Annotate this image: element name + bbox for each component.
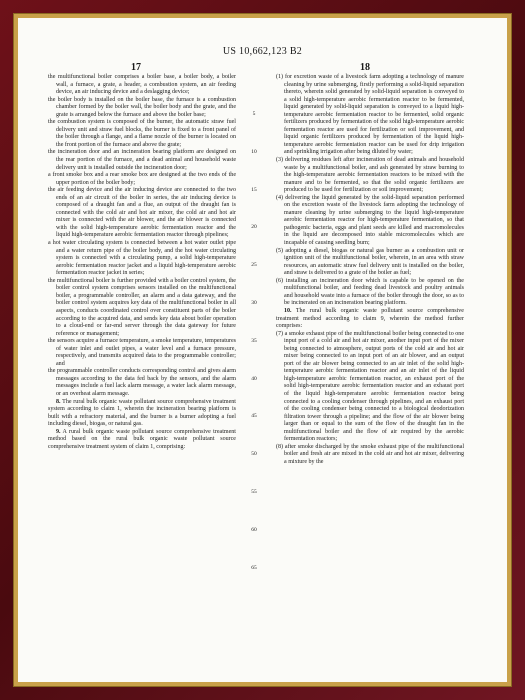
line-number: 20 xyxy=(251,224,257,231)
right-column-paragraph: 10. The rural bulk organic waste pollutant source comprehensive treatment method according to claim 9, wherein the method further comprises: xyxy=(276,307,464,330)
right-column-number: 18 xyxy=(360,62,370,73)
line-number: 40 xyxy=(251,375,257,382)
line-number: 35 xyxy=(251,337,257,344)
line-number: 45 xyxy=(251,413,257,420)
claim-number: 8. xyxy=(56,398,61,405)
right-column-paragraph: (4) delivering the liquid generated by the solid-liquid separation performed on the excretion waste of the livestock farm adopting the technology of manure cleaning by urine submerging to the liquid high-temperature aerobic fermentation reactor for high-temperature fermentation, so that pathogenic bacteria, eggs and plant seeds are killed and macromolecules in the liquid are decomposed into stable micromolecules which are incapable of causing seedling burn; xyxy=(276,194,464,247)
line-number: 25 xyxy=(251,262,257,269)
left-column-paragraph: a front smoke box and a rear smoke box are designed at the two ends of the upper portion of the boiler body; xyxy=(48,172,236,186)
line-number: 10 xyxy=(251,148,257,155)
line-number: 50 xyxy=(251,451,257,458)
line-number: 60 xyxy=(251,526,257,533)
left-column-paragraph: the combustion system is composed of the burner, the automatic straw fuel delivery unit and straw fuel blocks, the burner is fixed to a front panel of the boiler through a flange, and a flame nozzle of the burner is located on the front portion of the furnace and above the grate; xyxy=(48,119,236,148)
left-column-paragraph: the multifunctional boiler comprises a boiler base, a boiler body, a boiler wall, a furnace, a grate, a header, a combustion system, an air feeding device, an air inducing device and a deslagging device; xyxy=(48,74,236,96)
line-number: 65 xyxy=(251,564,257,571)
claim-number: 10. xyxy=(284,307,292,314)
right-column-paragraph: (8) after smoke discharged by the smoke exhaust pipe of the multifunctional boiler and fresh air are mixed in the cold air and hot air mixer, delivering a mixture by the xyxy=(276,443,464,465)
left-column-paragraph: the sensors acquire a furnace temperature, a smoke temperature, temperatures of water inlet and outlet pipes, a water level and a furnace pressure, respectively, and transmits acquired data to the programmable controller; and xyxy=(48,338,236,367)
left-text-column xyxy=(48,74,236,451)
left-column-number: 17 xyxy=(131,62,141,73)
right-text-column xyxy=(276,74,464,466)
right-column-paragraph: (1) for excretion waste of a livestock farm adopting a technology of manure cleaning by urine submerging, firstly performing a solid-liquid separation thereto, wherein solid generated by solid-liquid separation is conveyed to a solid high-temperature aerobic fermentation reactor to be fermented, liquid generated by solid-liquid separation is conveyed to a liquid high-temperature aerobic fermentation reactor to be fermented, solid organic fertilizers produced by fermentation of the solid high-temperature aerobic fermentation reactor are used for fertilization or soil improvement, and liquid organic fertilizers produced by fermentation of the liquid high-temperature aerobic fermentation reactor can be used for drip irrigation and sprinkling irrigation after being diluted by water; xyxy=(276,74,464,156)
patent-number-header: US 10,662,123 B2 xyxy=(222,46,303,57)
right-column-paragraph: (7) a smoke exhaust pipe of the multifunctional boiler being connected to one input port of a cold air and hot air mixer, another input port of the mixer being connected to atmosphere, output ports of the cold air and hot air mixer being connected to an input port of an air blower, and an output port of the air blower being connected to an air inlet of the solid high-temperature aerobic fermentation reactor and an air inlet of the liquid high-temperature aerobic fermentation reactor, an exhaust port of the solid high-temperature aerobic fermentation reactor and an exhaust port of the liquid high-temperature aerobic fermentation reactor being connected to a cooling condenser through pipelines, and an exhaust port of the cooling condenser being connected to a biological deodorization filtration tower through a pipeline; and the flow of the air blower being larger than or equal to the sum of the flow of the draught fan in the multifunctional boiler and the flow of air required by the aerobic fermentation reactors; xyxy=(276,330,464,443)
right-column-paragraph: (6) installing an incineration door which is capable to be opened on the multifunctional boiler, and feeding dead livestock and poultry animals and household waste into a furnace of the boiler through the door, so as to be incinerated on an incineration bearing platform. xyxy=(276,277,464,307)
claim-number: 9. xyxy=(56,428,61,435)
left-column-paragraph: a hot water circulating system is connected between a hot water outlet pipe and a water return pipe of the boiler body, and the hot water circulating system is connected with a circulating pump, a solid high-temperature aerobic fermentation reactor jacket and a liquid high-temperature aerobic fermentation reactor jacket in series; xyxy=(48,240,236,277)
left-column-paragraph: the air feeding device and the air inducing device are connected to the two ends of an air circuit of the boiler in series, the air inducing device is composed of a draught fan and a flue, an output of the draught fan is connected with the cold air and hot air mixer, the cold air and hot air mixer is connected with the air blower, and the air blower is connected with the solid high-temperature aerobic fermentation reactor and the liquid high-temperature aerobic fermentation reactor through pipelines; xyxy=(48,187,236,239)
right-column-paragraph: (5) adopting a diesel, biogas or natural gas burner as a combustion unit or ignition unit of the multifunctional boiler, wherein, in an area with straw resources, an automatic straw fuel delivery unit is installed on the boiler, and straw is delivered to a grate of the boiler as fuel; xyxy=(276,247,464,277)
line-number: 55 xyxy=(251,489,257,495)
right-column-paragraph: (3) delivering residues left after incineration of dead animals and household waste by a multifunctional boiler, and ash generated by straw burning to the high-temperature aerobic fermentation reactors to be mixed with the manure and to be fermented, so that the solid organic fertilizers are produced to be used for fertilization or soil improvement; xyxy=(276,157,464,194)
patent-page xyxy=(18,18,507,682)
line-number: 30 xyxy=(251,300,257,306)
left-column-paragraph: 9. A rural bulk organic waste pollutant source comprehensive treatment method based on the rural bulk organic waste pollutant source comprehensive treatment system of claim 1, comprising: xyxy=(48,428,236,450)
line-number: 5 xyxy=(252,111,256,117)
left-column-paragraph: the programmable controller conducts corresponding control and gives alarm messages according to the data fed back by the sensors, and the alarm messages include a fuel lack alarm message, a water lack alarm message, or an overheat alarm message. xyxy=(48,368,236,397)
left-column-paragraph: 8. The rural bulk organic waste pollutant source comprehensive treatment system according to claim 1, wherein the incineration bearing platform is built with a refractory material, and the burner is a burner adopting a fuel including diesel, biogas, or natural gas. xyxy=(48,398,236,428)
line-number: 15 xyxy=(251,186,257,193)
left-column-paragraph: the incineration door and an incineration bearing platform are designed on the rear portion of the furnace, and a dead animal and household waste delivery unit is installed outside the incineration door; xyxy=(48,149,236,171)
left-column-paragraph: the multifunctional boiler is further provided with a boiler control system, the boiler control system comprises sensors installed on the multifunctional boiler, a programmable controller, an alarm and a data gateway, and the boiler control system acquires key data of the multifunctional boiler in all aspects, conducts coordinated control over constituent parts of the boiler according to the acquired data, and sends key data about boiler operation to a cloud-end or far-end server through the data gateway for future reference or management; xyxy=(48,277,236,337)
left-column-paragraph: the boiler body is installed on the boiler base, the furnace is a combustion chamber formed by the boiler wall, the boiler body and the grate, and the grate is arranged below the furnace and above the boiler base; xyxy=(48,96,236,118)
